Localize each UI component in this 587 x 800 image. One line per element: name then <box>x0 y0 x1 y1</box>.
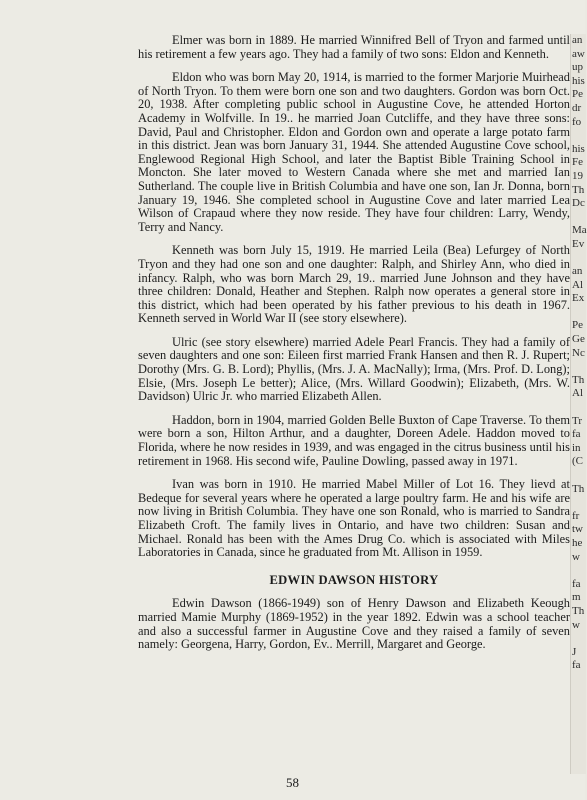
facing-page-fragment: Al <box>572 387 583 400</box>
facing-page-fragment: Th <box>572 373 585 386</box>
facing-page-fragment: Fe <box>572 156 583 169</box>
paragraph-edwin-dawson: Edwin Dawson (1866-1949) son of Henry Dawson and Elizabeth Keough married Mamie Murphy (1869-1952) in the year 1892. Edwin was a school teacher and also a successful farmer in Augustine Cove and they raised a family of seven namely: Georgena, Harry, Gordon, Ev.. Merrill, Margaret and George. <box>138 596 570 652</box>
facing-page-fragment: w <box>572 550 580 563</box>
facing-page-fragment <box>571 496 586 510</box>
facing-page-fragment: tw <box>572 523 583 536</box>
paragraph-haddon: Haddon, born in 1904, married Golden Belle Buxton of Cape Traverse. To them were born a son, Hilton Arthur, and a daughter, Doreen Adele. Haddon moved to Florida, where he now resides in 1939, and was engaged in the citrus business until his retirement in 1968. His second wife, Pauline Dowling, passed away in 1971. <box>138 412 570 468</box>
paragraph-ulric: Ulric (see story elsewhere) married Adele Pearl Francis. They had a family of seven daughters and one son: Eileen first married Frank Hansen and then R. J. Rupert; Dorothy (Mrs. G. B. Lord); Phyllis, (Mrs. J. A. MacNally); Irma, (Mrs. Prof. D. Long); Elsie, (Mrs. Joseph Le better); Alice, (Mrs. Willard Goodwin); Elizabeth, (Mrs. W. Davidson) Ulric Jr. who married Elizabeth Allen. <box>138 334 570 404</box>
facing-page-fragment: Pe <box>572 88 583 101</box>
facing-page-fragment: Nc <box>572 346 585 359</box>
facing-page-fragment: fr <box>572 509 580 522</box>
facing-page-fragment: Ge <box>572 333 585 346</box>
facing-page-fragment: fa <box>572 577 581 590</box>
facing-page-edge <box>570 34 586 774</box>
facing-page-fragment: (C <box>572 455 583 468</box>
text-column <box>138 34 570 662</box>
facing-page-fragment <box>571 360 586 374</box>
facing-page-fragment: Dc <box>572 197 585 210</box>
section-heading: EDWIN DAWSON HISTORY <box>269 572 439 587</box>
facing-page-fragment: fa <box>572 659 581 672</box>
facing-page-fragment: w <box>572 618 580 631</box>
facing-page-fragment: in <box>572 441 581 454</box>
facing-page-fragment: he <box>572 536 583 549</box>
facing-page-fragment: Pe <box>572 319 583 332</box>
paragraph-eldon: Eldon who was born May 20, 1914, is married to the former Marjorie Muirhead of North Tryon. To them were born one son and two daughters. Gordon was born Oct. 20, 1938. After completing public school in Augustine Cove, he attended Horton Academy in Wolfville. In 19.. he married Joan Cutcliffe, and they have three sons: David, Paul and Christopher. Eldon and Gordon own and operate a large potato farm in this district. Jean was born January 31, 1944. She attended Augustine Cove school, Englewood Regional High School, and later the Baptist Bible Training School in Moncton. She later moved to Western Canada where she met and married Ian Sutherland. The couple live in British Columbia and have one son, Ian Jr. Donna, born January 19, 1946. She completed school in Augustine Cove and later married Lea Wilson of Crapaud where they now reside. They have four children: Larry, Wendy, Terry and Nancy. <box>138 70 570 234</box>
facing-page-fragment <box>571 252 586 266</box>
facing-page-fragment: dr <box>572 101 582 114</box>
paragraph-ivan: Ivan was born in 1910. He married Mabel Miller of Lot 16. They lievd at Bedeque for several years where he operated a large poultry farm. He and his wife are now living in British Columbia. They have one son Ronald, who is married to Sandra Elizabeth Croft. The family lives in Ontario, and have two children: Susan and Michael. Ronald has been with the Ames Drug Co. which is associated with Miles Laboratories in Canada, since he graduated from Mt. Allison in 1959. <box>138 477 570 560</box>
facing-page-fragment <box>571 211 586 225</box>
facing-page-fragment: Th <box>572 183 585 196</box>
facing-page-fragment <box>571 632 586 646</box>
facing-page-fragment: Ex <box>572 292 585 305</box>
facing-page-fragment: Ev <box>572 237 585 250</box>
facing-page-fragment: fo <box>572 115 582 128</box>
facing-page-fragment: Al <box>572 278 583 291</box>
facing-page-fragment: fa <box>572 428 581 441</box>
facing-page-fragment <box>571 401 586 415</box>
facing-page-fragment <box>571 469 586 483</box>
facing-page-fragment: Ma <box>572 224 587 237</box>
facing-page-fragment: Th <box>572 604 585 617</box>
facing-page-fragment: his <box>572 142 585 155</box>
facing-page-fragment: up <box>572 61 583 74</box>
page-number: 58 <box>286 775 299 790</box>
paragraph-elmer: Elmer was born in 1889. He married Winnifred Bell of Tryon and farmed until his retirement a few years ago. They had a family of two sons: Eldon and Kenneth. <box>138 33 570 61</box>
facing-page-fragment: m <box>572 591 581 604</box>
facing-page-fragment: 19 <box>572 169 583 182</box>
facing-page-fragment: his <box>572 74 585 87</box>
facing-page-fragment <box>571 129 586 143</box>
facing-page-fragment: J <box>572 645 577 658</box>
facing-page-fragment <box>571 564 586 578</box>
facing-page-fragment: Tr <box>572 414 582 427</box>
facing-page-fragment: Th <box>572 482 585 495</box>
facing-page-fragment <box>571 306 586 320</box>
paragraph-kenneth: Kenneth was born July 15, 1919. He married Leila (Bea) Lefurgey of North Tryon and they had one son and one daughter: Ralph, and Shirley Ann, who died in infancy. Ralph, who was born March 29, 19.. married June Johnson and they have three children: Donald, Heather and Stephen. Ralph now operates a general store in this district, which had been operated by his father previous to his death in 1967. Kenneth served in World War II (see story elsewhere). <box>138 243 570 326</box>
facing-page-fragment: an <box>572 34 583 46</box>
facing-page-fragment: aw <box>572 47 585 60</box>
facing-page-fragment: an <box>572 265 583 278</box>
